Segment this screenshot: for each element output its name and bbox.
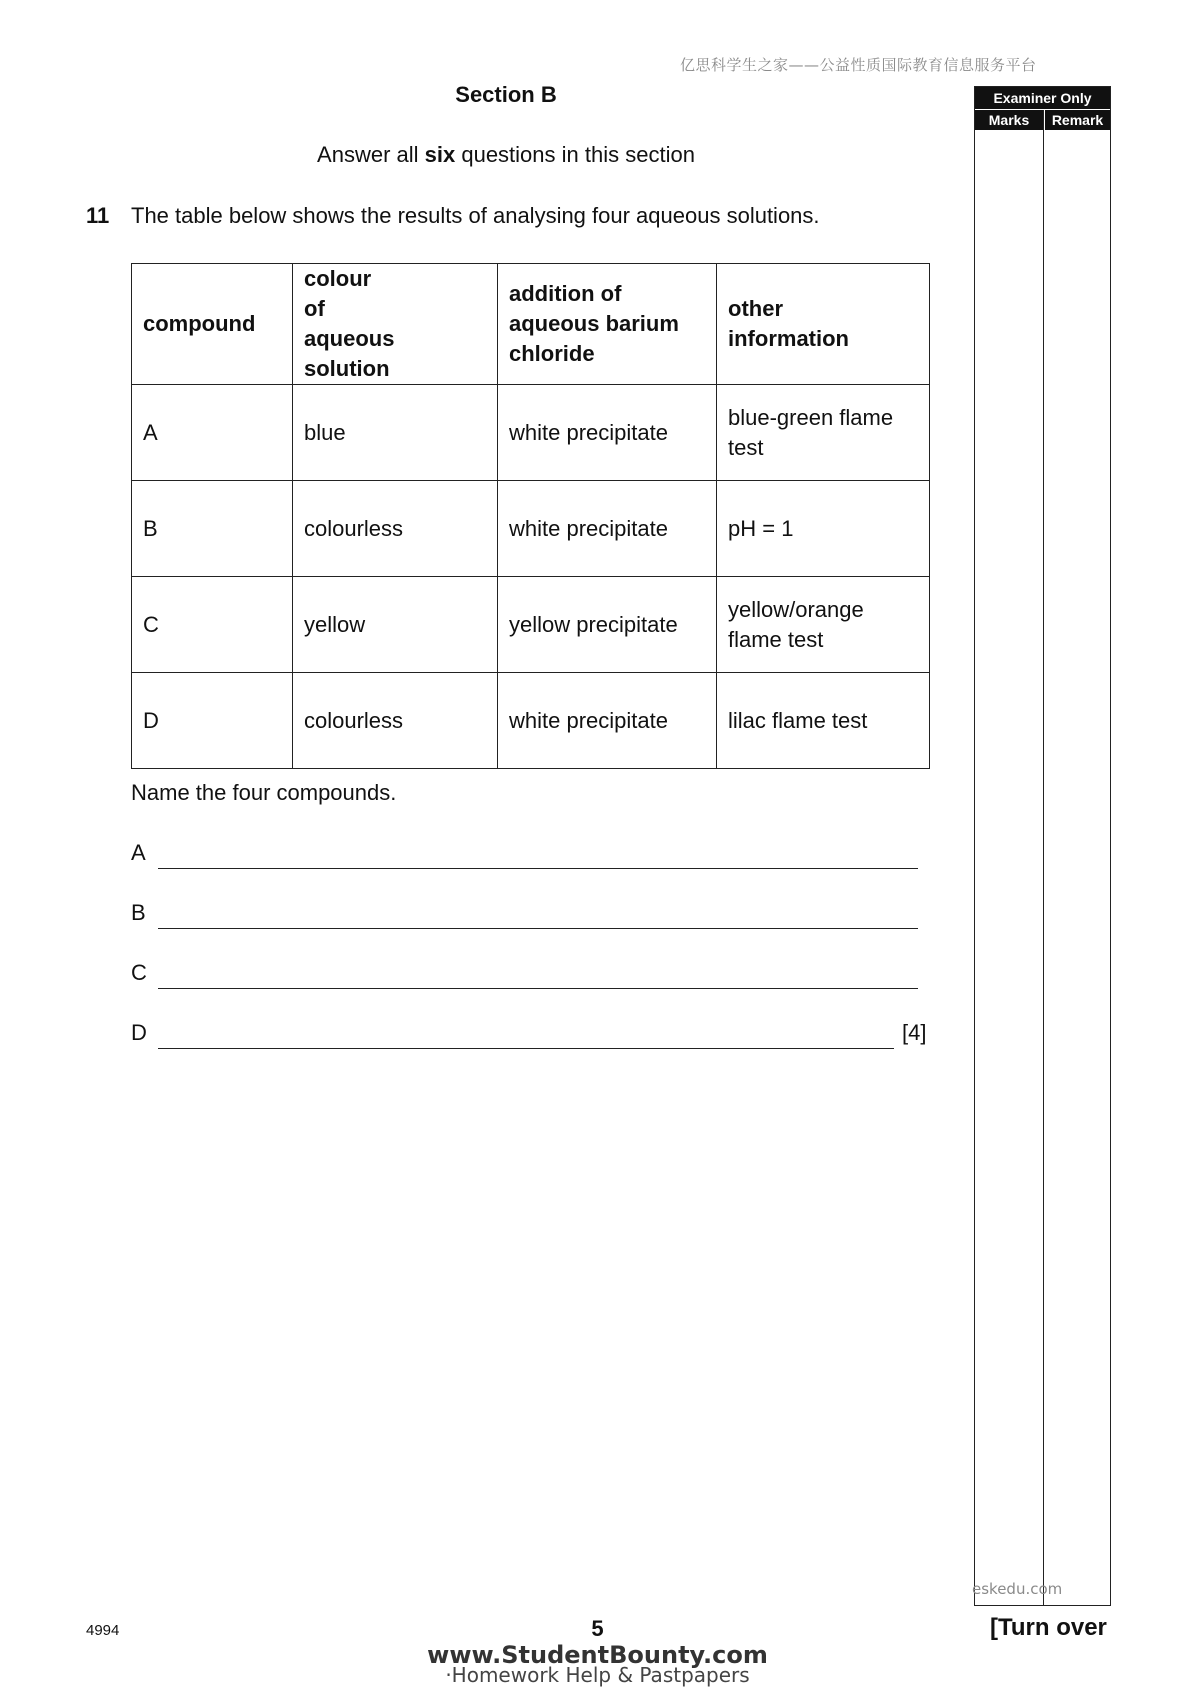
table-cell: B [132,481,293,577]
table-cell: white precipitate [498,481,717,577]
table-cell: A [132,385,293,481]
table-cell: C [132,577,293,673]
table-row [132,481,930,577]
table-cell: D [132,673,293,769]
remark-header: Remark [1045,110,1110,130]
answer-letter: C [131,960,147,985]
table-cell: white precipitate [498,385,717,481]
paper-code: 4994 [86,1622,120,1639]
page-number: 5 [591,1616,604,1641]
instruction-after: questions in this section [455,142,695,167]
answer-letter: A [131,840,146,865]
section-instruction [0,142,1012,168]
table-cell: white precipitate [498,673,717,769]
table-header: addition of aqueous barium chloride [498,264,717,385]
marks-header: Marks [975,110,1043,130]
table-row [132,577,930,673]
answer-prompt: Name the four compounds. [131,780,397,805]
table-header-row [132,264,930,385]
answer-letter: D [131,1020,147,1045]
table-header: compound [132,264,293,385]
question-text: The table below shows the results of analysing four aqueous solutions. [131,203,820,228]
table-row [132,673,930,769]
marks-label: [4] [902,1020,927,1045]
question-number: 11 [86,203,110,228]
table-cell: colourless [293,673,498,769]
answer-letter: B [131,900,146,925]
table-cell: yellow precipitate [498,577,717,673]
answer-line[interactable] [158,988,918,989]
table-header: other information [717,264,930,385]
table-header: colour of aqueous solution [293,264,498,385]
footer-site-link[interactable]: www.StudentBounty.com [427,1641,768,1669]
table-cell: colourless [293,481,498,577]
table-row [132,385,930,481]
table-cell: yellow [293,577,498,673]
table-cell: lilac flame test [717,673,930,769]
section-title: Section B [455,82,557,107]
examiner-only-header: Examiner Only [975,87,1110,109]
results-table [131,263,930,769]
watermark-top: 亿思科学生之家——公益性质国际教育信息服务平台 [680,56,1037,74]
answer-line[interactable] [158,1048,894,1049]
examiner-column [974,86,1111,1606]
answer-line[interactable] [158,868,918,869]
table-cell: blue-green flame test [717,385,930,481]
table-cell: blue [293,385,498,481]
instruction-bold: six [424,142,456,167]
examiner-divider [1043,110,1044,1605]
watermark-side: eskedu.com [972,1580,1063,1598]
instruction-before: Answer all [317,142,425,167]
footer-tagline: ·Homework Help & Pastpapers [445,1663,750,1687]
answer-line[interactable] [158,928,918,929]
table-cell: yellow/orange flame test [717,577,930,673]
turn-over-label: [Turn over [990,1614,1107,1641]
table-cell: pH = 1 [717,481,930,577]
